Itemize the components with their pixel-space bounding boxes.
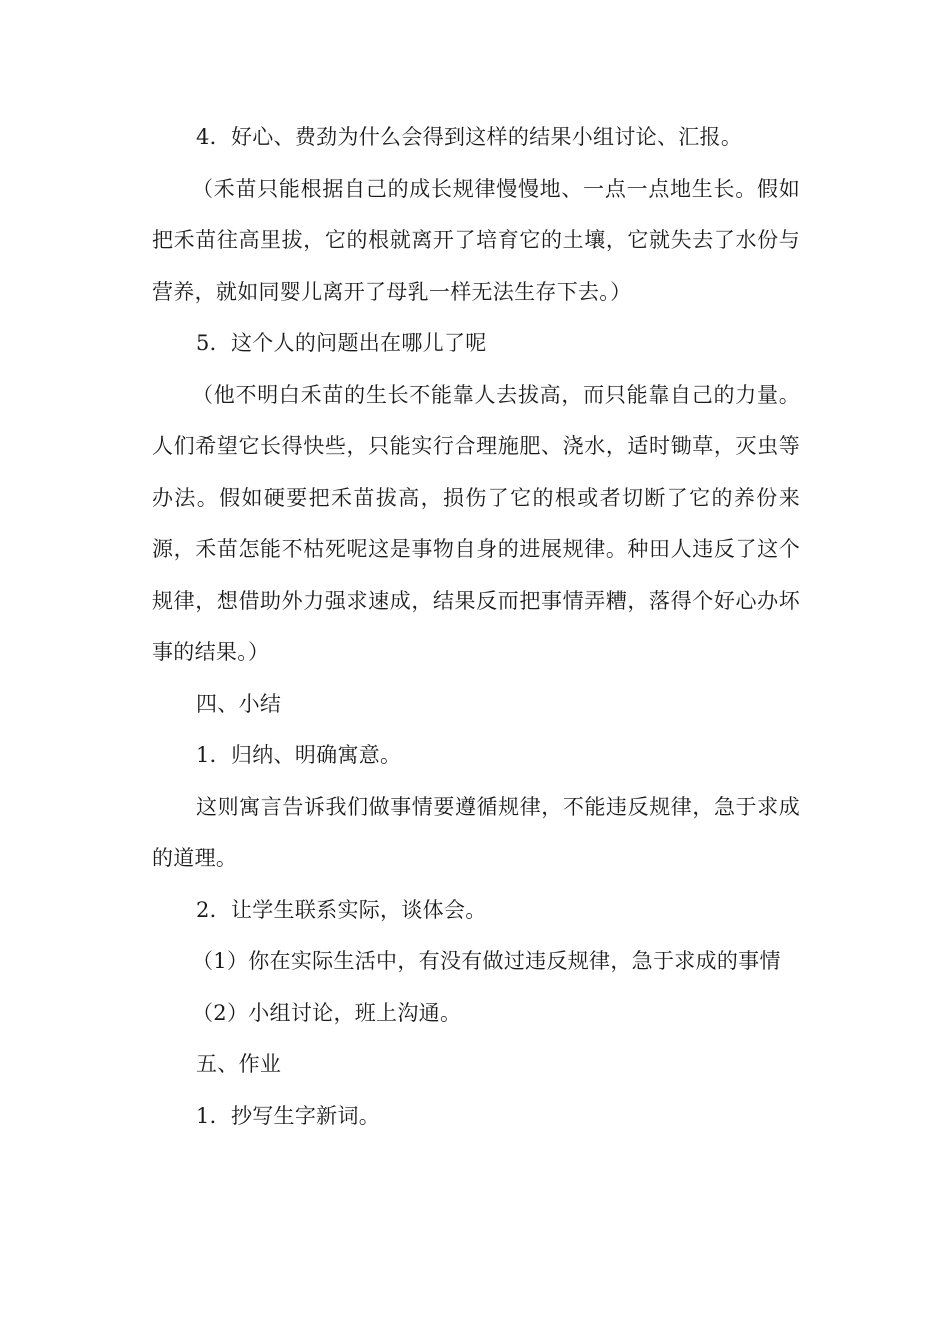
paragraph-sub-2: （2）小组讨论，班上沟通。 [192,1000,462,1025]
paragraph-homework-1: 1．抄写生字新词。 [196,1103,381,1128]
paragraph-answer-4: （禾苗只能根据自己的成长规律慢慢地、一点一点地生长。假如把禾苗往高里拔，它的根就离开了培育它的土壤，它就失去了水份与营养，就如同婴儿离开了母乳一样无法生存下去。） [152,176,800,304]
paragraph-answer-5: （他不明白禾苗的生长不能靠人去拔高，而只能靠自己的力量。人们希望它长得快些，只能实行合理施肥、浇水，适时锄草，灭虫等办法。假如硬要把禾苗拔高，损伤了它的根或者切断了它的养份来源，禾苗怎能不枯死呢这是事物自身的进展规律。种田人违反了这个规律，想借助外力强求速成，结果反而把事情弄糟，落得个好心办坏事的结果。） [152,382,800,664]
paragraph-sub-1: （1）你在实际生活中，有没有做过违反规律，急于求成的事情 [192,949,781,973]
section-heading-homework: 五、作业 [196,1052,282,1076]
paragraph-question-4: 4．好心、费劲为什么会得到这样的结果小组讨论、汇报。 [196,125,743,149]
paragraph-question-5: 5．这个人的问题出在哪儿了呢 [196,331,487,355]
section-heading-summary: 四、小结 [196,691,282,716]
paragraph-summary-2: 2．让学生联系实际，谈体会。 [196,897,487,922]
document-body [152,112,800,1142]
paragraph-moral: 这则寓言告诉我们做事情要遵循规律，不能违反规律，急于求成的道理。 [152,794,800,870]
paragraph-summary-1: 1．归纳、明确寓意。 [196,743,402,767]
